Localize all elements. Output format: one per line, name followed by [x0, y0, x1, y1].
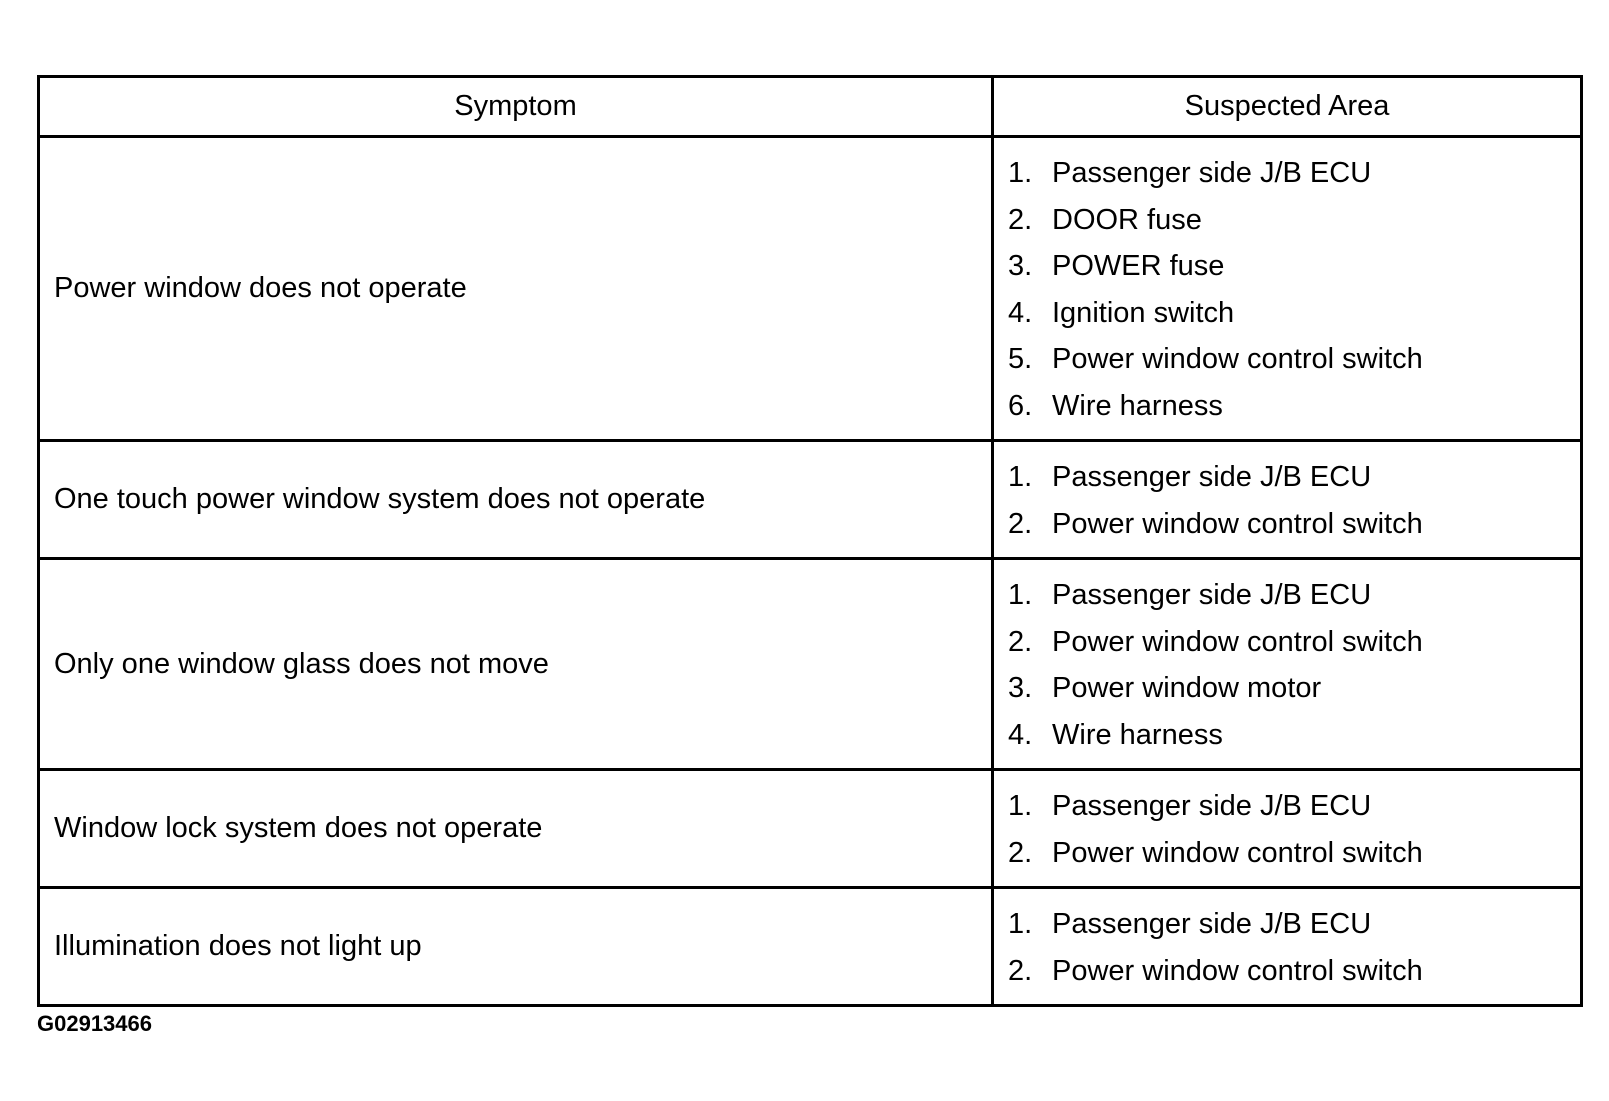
list-item-text: Power window control switch: [1052, 625, 1423, 658]
suspected-area-cell: [993, 137, 1582, 441]
list-item: [1008, 901, 1580, 948]
symptom-cell: Illumination does not light up: [39, 888, 993, 1006]
list-item-text: DOOR fuse: [1052, 203, 1202, 236]
figure-code: G02913466: [37, 1011, 152, 1036]
list-item: [1008, 572, 1580, 619]
list-item: [1008, 712, 1580, 759]
list-item-number: 1.: [1008, 790, 1033, 822]
list-item: [1008, 501, 1580, 548]
list-item-number: 2.: [1008, 507, 1033, 540]
list-item-number: 6.: [1008, 389, 1033, 422]
symptom-cell: Only one window glass does not move: [39, 559, 993, 770]
list-item-number: 2.: [1008, 954, 1033, 987]
list-item: [1008, 197, 1580, 244]
header-symptom: Symptom: [39, 77, 993, 137]
table-body: [39, 137, 1582, 1006]
list-item-number: 4.: [1008, 718, 1033, 751]
list-item-text: Power window motor: [1052, 672, 1322, 704]
list-item-number: 1.: [1008, 908, 1033, 940]
list-item-number: 2.: [1008, 203, 1033, 236]
list-item-number: 4.: [1008, 296, 1033, 329]
list-item: [1008, 383, 1580, 430]
list-item-text: Passenger side J/B ECU: [1052, 461, 1372, 493]
list-item: [1008, 948, 1580, 995]
list-item-number: 2.: [1008, 625, 1033, 658]
list-item-number: 2.: [1008, 836, 1033, 869]
list-item-text: POWER fuse: [1052, 250, 1225, 282]
list-item-text: Power window control switch: [1052, 954, 1423, 987]
list-item-text: Passenger side J/B ECU: [1052, 157, 1372, 189]
symptom-cell: One touch power window system does not operate: [39, 441, 993, 559]
list-item: [1008, 243, 1580, 290]
list-item-text: Ignition switch: [1052, 296, 1235, 329]
list-item: [1008, 665, 1580, 712]
suspected-area-cell: [993, 559, 1582, 770]
list-item: [1008, 783, 1580, 830]
suspected-area-cell: [993, 888, 1582, 1006]
suspected-area-cell: [993, 441, 1582, 559]
list-item: [1008, 454, 1580, 501]
list-item-text: Power window control switch: [1052, 507, 1423, 540]
list-item: [1008, 830, 1580, 877]
list-item-text: Passenger side J/B ECU: [1052, 790, 1372, 822]
list-item-number: 1.: [1008, 461, 1033, 493]
list-item-text: Wire harness: [1052, 718, 1223, 751]
symptom-table: [37, 75, 1583, 1007]
list-item: [1008, 336, 1580, 383]
header-suspected-area: Suspected Area: [993, 77, 1582, 137]
table-row: [39, 888, 1582, 1006]
list-item: [1008, 150, 1580, 197]
list-item-number: 1.: [1008, 157, 1033, 189]
list-item-number: 3.: [1008, 250, 1033, 282]
symptom-cell: Power window does not operate: [39, 137, 993, 441]
list-item: [1008, 619, 1580, 666]
list-item: [1008, 290, 1580, 337]
list-item-text: Power window control switch: [1052, 836, 1423, 869]
list-item-number: 5.: [1008, 343, 1033, 375]
list-item-text: Power window control switch: [1052, 343, 1423, 375]
suspected-area-cell: [993, 770, 1582, 888]
table-row: [39, 137, 1582, 441]
symptom-cell: Window lock system does not operate: [39, 770, 993, 888]
table-row: [39, 770, 1582, 888]
table-row: [39, 559, 1582, 770]
list-item-text: Wire harness: [1052, 389, 1223, 422]
list-item-text: Passenger side J/B ECU: [1052, 579, 1372, 611]
list-item-number: 3.: [1008, 672, 1033, 704]
list-item-number: 1.: [1008, 579, 1033, 611]
list-item-text: Passenger side J/B ECU: [1052, 908, 1372, 940]
table-row: [39, 441, 1582, 559]
table-header-row: [39, 77, 1582, 137]
